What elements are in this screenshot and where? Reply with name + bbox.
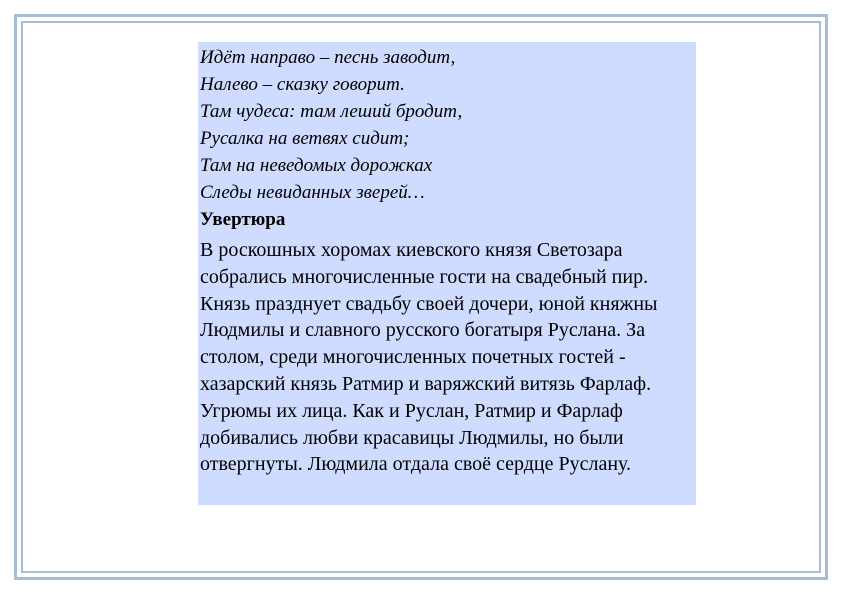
poem-line: Идёт направо – песнь заводит, — [200, 47, 456, 68]
poem-excerpt — [200, 44, 696, 206]
poem-line: Следы невиданных зверей… — [200, 182, 425, 203]
body-line: Князь празднует свадьбу своей дочери, юной княжны — [200, 292, 658, 315]
body-paragraph — [200, 237, 696, 478]
poem-line: Там чудеса: там леший бродит, — [200, 101, 463, 122]
body-line: отвергнуты. Людмила отдала своё сердце Руслану. — [200, 453, 632, 476]
body-line: добивались любви красавицы Людмилы, но были — [200, 426, 624, 449]
body-line: Людмилы и славного русского богатыря Руслана. За — [200, 319, 646, 342]
poem-line: Русалка на ветвях сидит; — [200, 128, 410, 149]
section-heading: Увертюра — [200, 209, 286, 230]
poem-line: Там на неведомых дорожках — [200, 155, 433, 176]
body-line: В роскошных хоромах киевского князя Светозара — [200, 239, 623, 261]
text-box — [198, 42, 696, 505]
body-line: собрались многочисленные гости на свадебный пир. — [200, 265, 649, 288]
body-line: хазарский князь Ратмир и варяжский витязь Фарлаф. — [200, 372, 652, 395]
body-line: столом, среди многочисленных почетных гостей - — [200, 346, 626, 369]
body-line: Угрюмы их лица. Как и Руслан, Ратмир и Фарлаф — [200, 399, 623, 422]
poem-line: Налево – сказку говорит. — [200, 74, 405, 95]
